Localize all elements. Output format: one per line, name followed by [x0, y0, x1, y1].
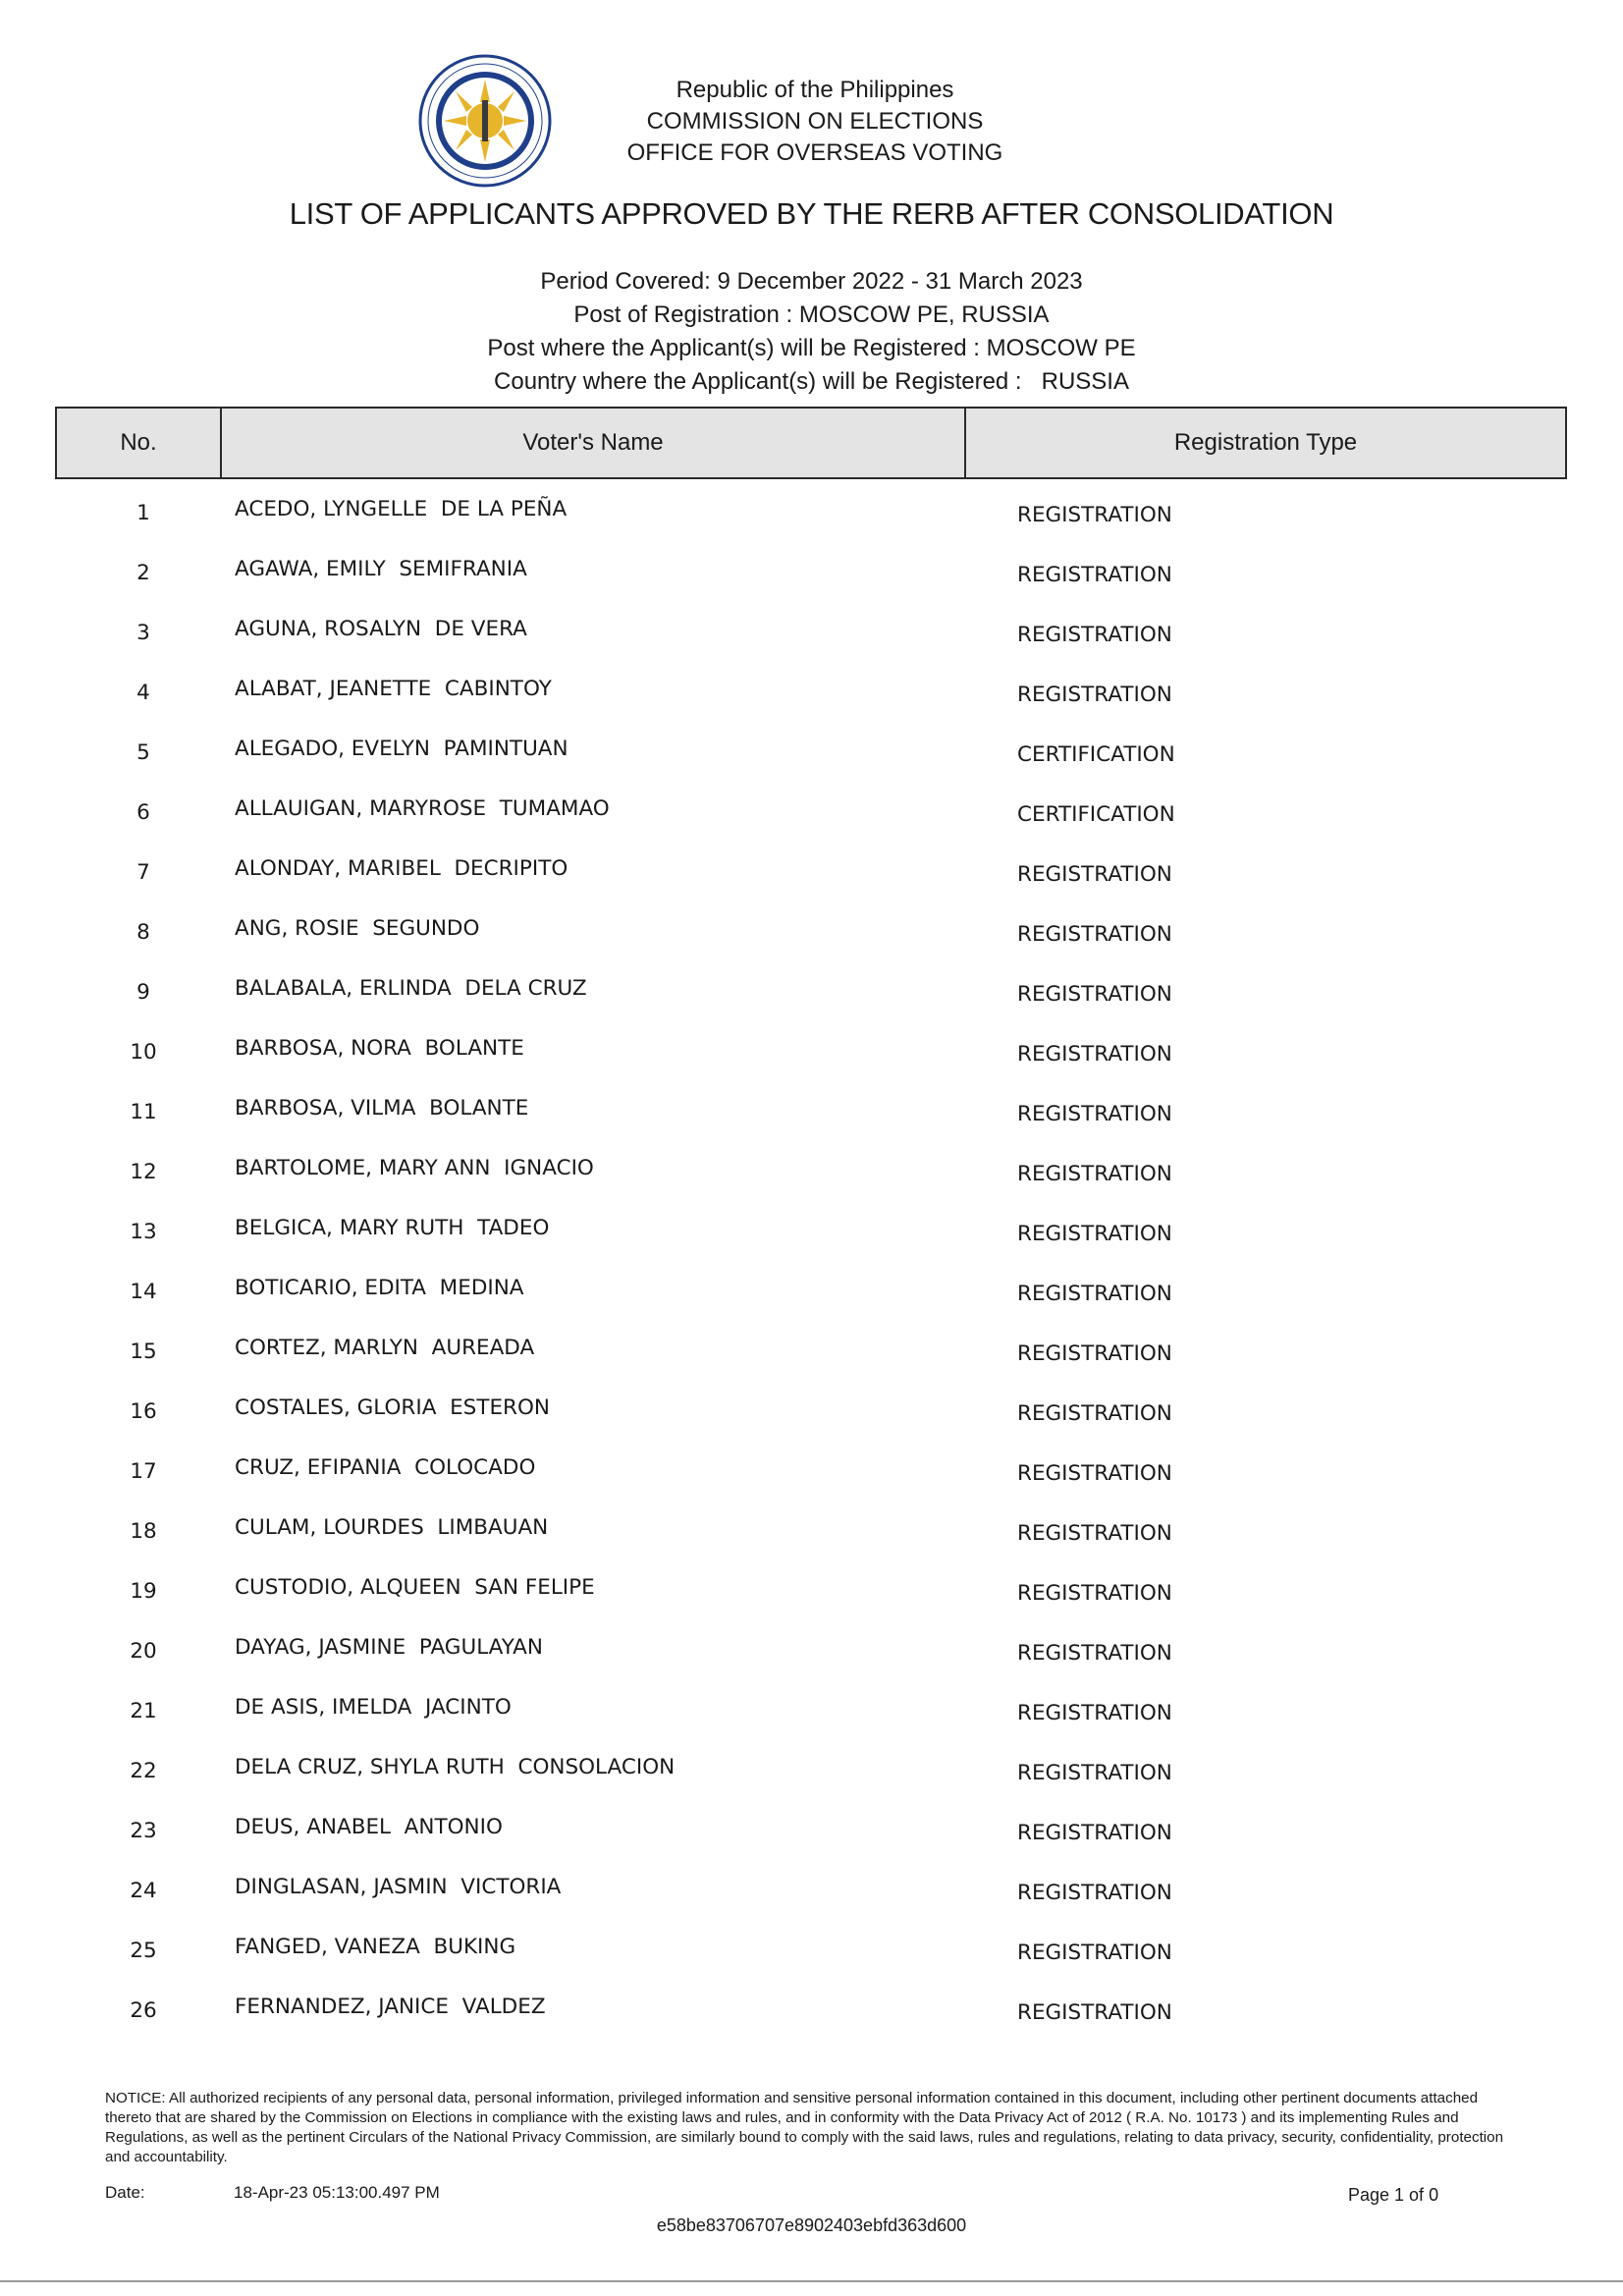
voter-name: COSTALES, GLORIA ESTERON	[235, 1395, 550, 1420]
table-row	[55, 727, 1567, 787]
registration-type: REGISTRATION	[1017, 1162, 1172, 1186]
comelec-seal	[417, 53, 553, 189]
row-number: 1	[136, 501, 150, 525]
table-row	[55, 487, 1567, 547]
table-row	[55, 1026, 1567, 1086]
row-number: 15	[130, 1339, 157, 1364]
voter-name: BARTOLOME, MARY ANN IGNACIO	[235, 1156, 594, 1180]
table-row	[55, 1086, 1567, 1146]
row-number: 6	[136, 800, 150, 825]
post-of-registration: Post of Registration : MOSCOW PE, RUSSIA	[573, 301, 1050, 328]
row-number: 20	[130, 1639, 157, 1664]
voter-name: CORTEZ, MARLYN AUREADA	[235, 1336, 535, 1360]
voter-name: ALEGADO, EVELYN PAMINTUAN	[235, 737, 568, 761]
table-row	[55, 1565, 1567, 1625]
footer-date-label: Date:	[105, 2183, 145, 2202]
voter-name: DEUS, ANABEL ANTONIO	[235, 1815, 503, 1839]
header-no: No.	[57, 409, 222, 477]
registration-type: REGISTRATION	[1017, 1641, 1172, 1666]
registration-type: REGISTRATION	[1017, 1042, 1172, 1066]
voter-name: AGUNA, ROSALYN DE VERA	[235, 617, 527, 641]
row-number: 7	[136, 860, 150, 885]
row-number: 17	[130, 1459, 157, 1484]
registration-type: REGISTRATION	[1017, 1341, 1172, 1366]
registration-type: REGISTRATION	[1017, 1701, 1172, 1725]
registration-type: REGISTRATION	[1017, 1401, 1172, 1426]
table-row	[55, 966, 1567, 1026]
voter-name: DE ASIS, IMELDA JACINTO	[235, 1695, 512, 1720]
voter-name: ALLAUIGAN, MARYROSE TUMAMAO	[235, 796, 610, 821]
voter-name: AGAWA, EMILY SEMIFRANIA	[235, 557, 527, 581]
registration-type: REGISTRATION	[1017, 563, 1172, 587]
post-registered: Post where the Applicant(s) will be Registered : MOSCOW PE	[487, 335, 1136, 361]
row-number: 10	[130, 1040, 157, 1065]
row-number: 23	[130, 1819, 157, 1843]
registration-type: REGISTRATION	[1017, 1222, 1172, 1246]
issuing-office	[550, 75, 1080, 169]
row-number: 24	[130, 1879, 157, 1903]
row-number: 9	[136, 980, 150, 1005]
voter-name: ANG, ROSIE SEGUNDO	[235, 916, 480, 941]
header-voter-name: Voter's Name	[222, 409, 966, 477]
header-registration-type: Registration Type	[1173, 429, 1358, 456]
table-row	[55, 1685, 1567, 1745]
registration-type: CERTIFICATION	[1017, 742, 1175, 767]
table-row	[55, 1206, 1567, 1266]
table-row	[55, 1805, 1567, 1865]
registration-type: REGISTRATION	[1017, 1102, 1172, 1126]
table-row	[55, 1625, 1567, 1685]
privacy-notice: NOTICE: All authorized recipients of any personal data, personal information, privileged information and sensitive personal information contained in this document, including other pertinent documents attached thereto that are shared by the Commission on Elections in compliance with the existing laws and rules, and in conformity with the Data Privacy Act of 2012 ( R.A. No. 10173 ) and its implementing Rules and Regulations, as well as the pertinent Circulars of the National Privacy Commission, are similarly bound to comply with the said laws, rules and regulations, relating to data privacy, security, confidentiality, protection and accountability.	[105, 2090, 1504, 2165]
table-row	[55, 847, 1567, 906]
bottom-divider	[0, 2280, 1623, 2282]
voter-name: ACEDO, LYNGELLE DE LA PEÑA	[235, 497, 568, 521]
voter-name: DAYAG, JASMINE PAGULAYAN	[235, 1635, 543, 1660]
row-number: 11	[130, 1100, 157, 1124]
row-number: 16	[130, 1399, 157, 1424]
header-line-republic: Republic of the Philippines	[676, 77, 954, 103]
table-row	[55, 1386, 1567, 1446]
registration-type: REGISTRATION	[1017, 623, 1172, 647]
registration-type: REGISTRATION	[1017, 1521, 1172, 1546]
registration-type: REGISTRATION	[1017, 1941, 1172, 1965]
row-number: 22	[130, 1759, 157, 1783]
table-row	[55, 1985, 1567, 2045]
row-number: 26	[130, 1998, 157, 2023]
table-row	[55, 906, 1567, 966]
voter-name: ALONDAY, MARIBEL DECRIPITO	[235, 856, 568, 881]
country-registered: Country where the Applicant(s) will be Registered : RUSSIA	[494, 368, 1129, 395]
row-number: 4	[136, 681, 150, 705]
voter-name: ALABAT, JEANETTE CABINTOY	[235, 677, 552, 701]
registration-type: REGISTRATION	[1017, 982, 1172, 1007]
registration-type: REGISTRATION	[1017, 2000, 1172, 2025]
footer-document-hash: e58be83706707e8902403ebfd363d600	[656, 2215, 967, 2235]
voter-name: CULAM, LOURDES LIMBAUAN	[235, 1515, 549, 1540]
registration-type: REGISTRATION	[1017, 503, 1172, 527]
row-number: 5	[136, 740, 150, 765]
voter-name: CRUZ, EFIPANIA COLOCADO	[235, 1455, 536, 1480]
header-line-office: OFFICE FOR OVERSEAS VOTING	[626, 139, 1003, 166]
voter-name: FANGED, VANEZA BUKING	[235, 1935, 516, 1959]
voter-name: CUSTODIO, ALQUEEN SAN FELIPE	[235, 1575, 595, 1600]
voter-name: DELA CRUZ, SHYLA RUTH CONSOLACION	[235, 1755, 676, 1779]
table-row	[55, 787, 1567, 847]
footer-date-value: 18-Apr-23 05:13:00.497 PM	[234, 2183, 440, 2202]
registration-type: REGISTRATION	[1017, 1461, 1172, 1486]
row-number: 3	[136, 621, 150, 645]
row-number: 14	[130, 1280, 157, 1304]
voter-name: FERNANDEZ, JANICE VALDEZ	[235, 1995, 546, 2019]
table-row	[55, 1326, 1567, 1386]
table-header	[55, 407, 1567, 479]
period-covered: Period Covered: 9 December 2022 - 31 March 2023	[540, 268, 1083, 295]
registration-type: REGISTRATION	[1017, 922, 1172, 947]
voter-name: BARBOSA, NORA BOLANTE	[235, 1036, 524, 1061]
document-meta	[0, 265, 1623, 399]
registration-type: REGISTRATION	[1017, 1282, 1172, 1306]
voter-name: BOTICARIO, EDITA MEDINA	[235, 1276, 524, 1300]
voter-name: BARBOSA, VILMA BOLANTE	[235, 1096, 529, 1121]
table-row	[55, 1745, 1567, 1805]
registration-type: REGISTRATION	[1017, 862, 1172, 887]
row-number: 12	[130, 1160, 157, 1184]
voter-name: BELGICA, MARY RUTH TADEO	[235, 1216, 550, 1240]
row-number: 19	[130, 1579, 157, 1604]
table-row	[55, 1446, 1567, 1505]
row-number: 18	[130, 1519, 157, 1544]
row-number: 13	[130, 1220, 157, 1244]
table-row	[55, 1925, 1567, 1985]
seal-emblem-icon	[417, 53, 553, 189]
header-line-commission: COMMISSION ON ELECTIONS	[646, 108, 984, 135]
table-row	[55, 1505, 1567, 1565]
table-row	[55, 607, 1567, 667]
footer-page-number: Page 1 of 0	[1348, 2185, 1439, 2205]
row-number: 25	[130, 1939, 157, 1963]
registration-type: REGISTRATION	[1017, 1821, 1172, 1845]
table-row	[55, 1266, 1567, 1326]
registration-type: REGISTRATION	[1017, 1581, 1172, 1606]
table-row	[55, 667, 1567, 727]
registration-type: CERTIFICATION	[1017, 802, 1175, 827]
registration-type: REGISTRATION	[1017, 1761, 1172, 1785]
voter-name: BALABALA, ERLINDA DELA CRUZ	[235, 976, 587, 1001]
table-row	[55, 1146, 1567, 1206]
row-number: 8	[136, 920, 150, 945]
document-title: LIST OF APPLICANTS APPROVED BY THE RERB AFTER CONSOLIDATION	[289, 196, 1334, 231]
voter-name: DINGLASAN, JASMIN VICTORIA	[235, 1875, 562, 1899]
table-row	[55, 547, 1567, 607]
row-number: 21	[130, 1699, 157, 1723]
registration-type: REGISTRATION	[1017, 1881, 1172, 1905]
row-number: 2	[136, 561, 150, 585]
registration-type: REGISTRATION	[1017, 683, 1172, 707]
applicants-table-body	[55, 487, 1567, 2045]
table-row	[55, 1865, 1567, 1925]
